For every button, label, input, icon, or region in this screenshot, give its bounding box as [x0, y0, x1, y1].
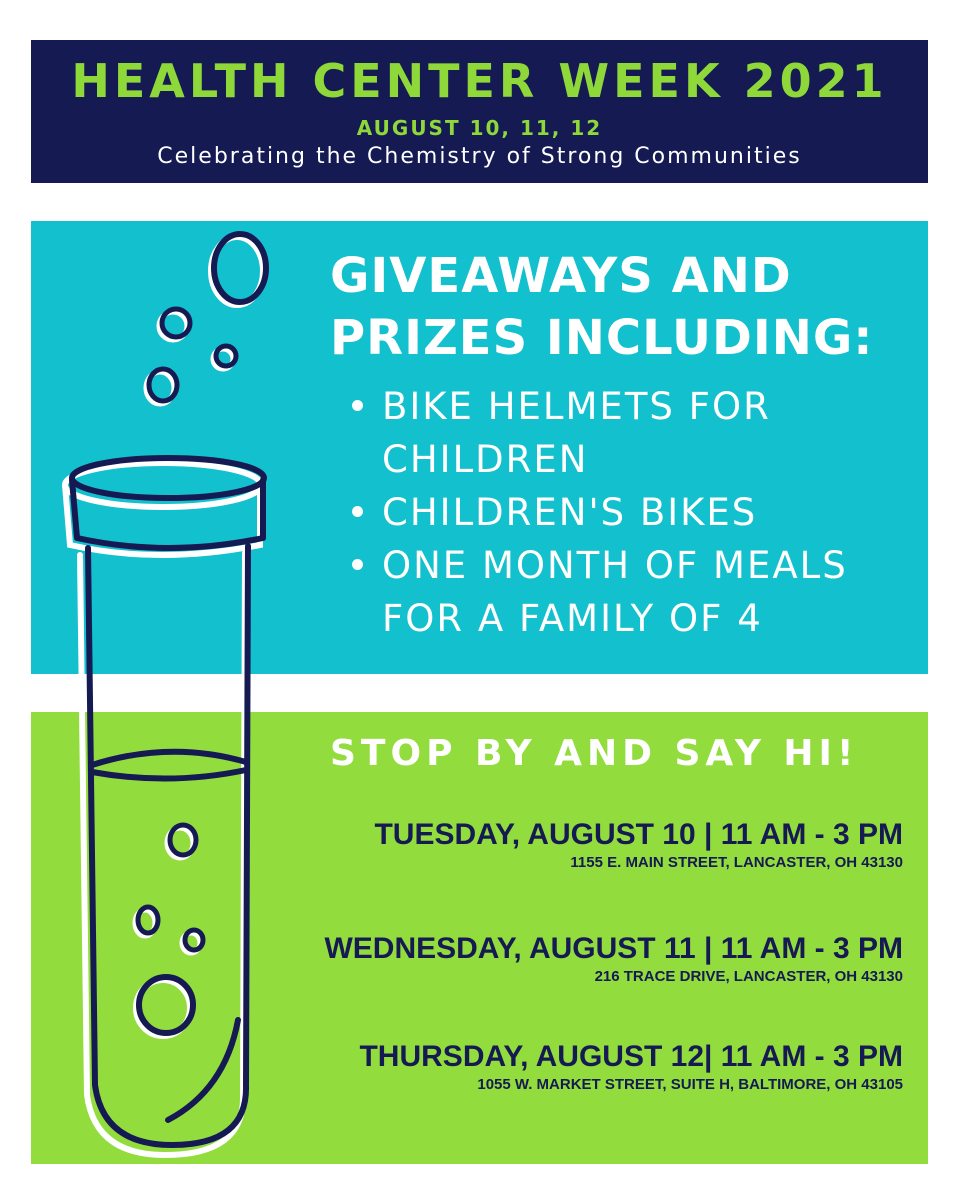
prize-item [352, 486, 912, 539]
event-when: WEDNESDAY, AUGUST 11 | 11 AM - 3 PM [324, 932, 903, 965]
prize-item-line: ONE MONTH OF MEALS [382, 544, 848, 587]
event-wednesday [324, 932, 903, 988]
prize-item [352, 380, 912, 486]
event-where: 1155 E. MAIN STREET, LANCASTER, OH 43130 [570, 854, 903, 871]
prizes-heading [330, 245, 930, 369]
event-tuesday [374, 818, 903, 874]
prizes-heading-line2: PRIZES INCLUDING: [330, 310, 874, 366]
prizes-heading-line1: GIVEAWAYS AND [330, 248, 792, 304]
prize-item-line: CHILDREN [382, 438, 589, 481]
event-dates: AUGUST 10, 11, 12 [356, 116, 603, 140]
event-when: THURSDAY, AUGUST 12| 11 AM - 3 PM [359, 1040, 903, 1073]
prize-item-line: BIKE HELMETS FOR [382, 385, 771, 428]
event-tagline: Celebrating the Chemistry of Strong Communities [157, 144, 802, 169]
event-title: HEALTH CENTER WEEK 2021 [71, 54, 888, 108]
event-thursday [359, 1040, 903, 1096]
prize-item [352, 539, 912, 645]
bullet-icon [352, 559, 363, 570]
visit-heading: STOP BY AND SAY HI! [330, 733, 859, 774]
prize-list [352, 380, 912, 645]
prize-item-line: FOR A FAMILY OF 4 [382, 597, 763, 640]
prize-item-line: CHILDREN'S BIKES [382, 491, 758, 534]
event-where: 216 TRACE DRIVE, LANCASTER, OH 43130 [594, 968, 903, 985]
bullet-icon [352, 400, 363, 411]
event-when: TUESDAY, AUGUST 10 | 11 AM - 3 PM [374, 818, 903, 851]
bullet-icon [352, 506, 363, 517]
event-where: 1055 W. MARKET STREET, SUITE H, BALTIMORE, OH 43105 [477, 1076, 903, 1093]
